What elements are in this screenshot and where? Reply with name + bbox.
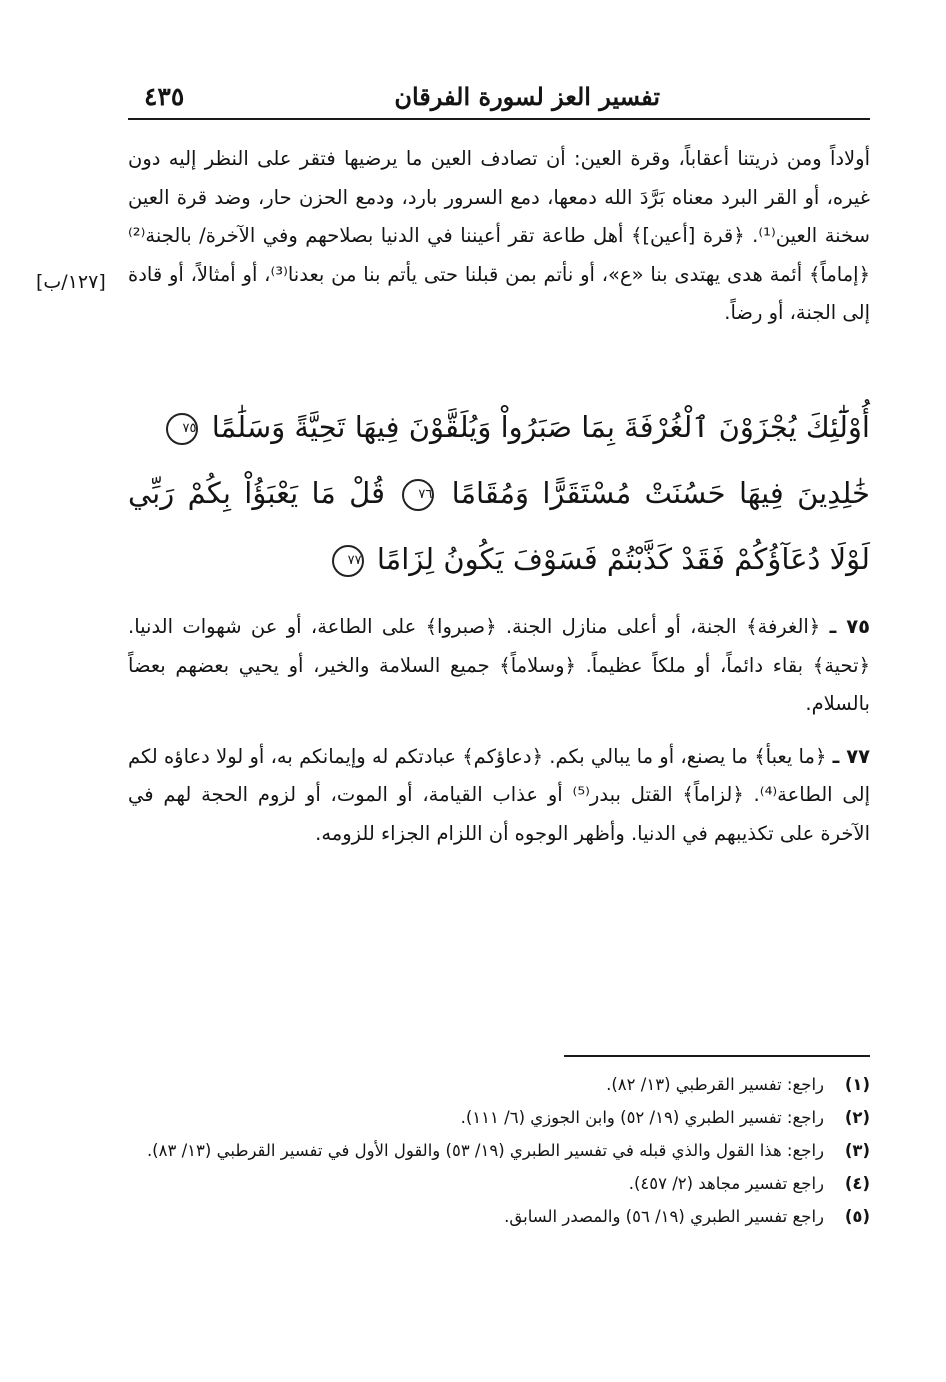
verse-text-75: أُوْلَٰٓئِكَ يُجْزَوْنَ ٱلْغُرْفَةَ بِمَا صَبَرُواْ وَيُلَقَّوْنَ فِيهَا تَحِيَّةً وَسَلَٰمًا (211, 410, 870, 444)
commentary-text: ﴿الغرفة﴾ الجنة، أو أعلى منازل الجنة. ﴿صبروا﴾ على الطاعة، أو عن شهوات الدنيا. ﴿تحية﴾ بقاء دائماً، أو ملكاً عظيماً. ﴿وسلاماً﴾ جميع السلامة والخير، أو يحيي بعضهم بعضاً بالسلام. (128, 615, 870, 715)
page-header (128, 80, 870, 120)
footnote-item (126, 1134, 870, 1167)
footnote-text: راجع تفسير الطبري (١٩/ ٥٦) والمصدر السابق. (504, 1207, 824, 1226)
main-paragraph (128, 140, 870, 333)
footnotes (126, 1068, 870, 1233)
footnote-item (126, 1068, 870, 1101)
page-number: ٤٣٥ (144, 82, 185, 111)
commentary-77 (128, 738, 870, 854)
footnote-number: (٢) (844, 1108, 870, 1127)
ayah-number-75: ٧٥ (166, 413, 198, 445)
verse-line-1 (128, 394, 870, 460)
verse-text-76: خَٰلِدِينَ فِيهَا حَسُنَتْ مُسْتَقَرًّا وَمُقَامًا (451, 476, 870, 510)
footnote-item (126, 1101, 870, 1134)
paragraph-text: أولاداً ومن ذريتنا أعقاباً، وقرة العين: أن تصادف العين ما يرضيها فتقر على النظر إليه دون غيره، أو القر البرد معناه بَرَّدَ الله دمعها، دمع السرور بارد، ودمع الحزن حار، وضد قرة العين سخنة العين⁽¹⁾. ﴿قرة [أعين]﴾ أهل طاعة تقر أعيننا في الدنيا بصلاحهم وفي الآخرة/ بالجنة⁽²⁾ ﴿إماماً﴾ أئمة هدى يهتدى بنا «ع»، أو نأتم بمن قبلنا حتى يأتم بنا من بعدنا⁽³⁾، أو أمثالاً، أو قادة إلى الجنة، أو رضاً. (128, 147, 870, 324)
footnote-text: راجع: هذا القول والذي قبله في تفسير الطبري (١٩/ ٥٣) والقول الأول في تفسير القرطبي (١٣/ ٨٣). (146, 1141, 824, 1160)
footnote-divider (564, 1055, 870, 1057)
footnote-number: (٤) (844, 1174, 870, 1193)
commentary-number: ٧٧ ـ (832, 744, 870, 768)
ayah-number-77: ٧٧ (332, 545, 364, 577)
footnote-item (126, 1200, 870, 1233)
running-title: تفسير العز لسورة الفرقان (394, 82, 660, 111)
commentary-text: ﴿ما يعبأ﴾ ما يصنع، أو ما يبالي بكم. ﴿دعاؤكم﴾ عبادتكم له وإيمانكم به، أو لولا دعاؤه لكم إلى الطاعة⁽⁴⁾. ﴿لزاماً﴾ القتل ببدر⁽⁵⁾ أو عذاب القيامة، أو الموت، أو لزوم الحجة لهم في الآخرة على تكذيبهم في الدنيا. وأظهر الوجوه أن اللزام الجزاء للزومه. (128, 744, 870, 845)
commentary-75 (128, 608, 870, 724)
verse-text-77: قُلْ مَا يَعْبَؤُاْ بِكُمْ رَبِّي لَوْلَا دُعَآؤُكُمْ فَقَدْ كَذَّبْتُمْ فَسَوْفَ يَكُونُ لِزَامًا (128, 476, 870, 576)
ayah-number-76: ٧٦ (402, 479, 434, 511)
footnote-number: (٥) (844, 1207, 870, 1226)
footnote-text: راجع: تفسير الطبري (١٩/ ٥٢) وابن الجوزي (٦/ ١١١). (460, 1108, 824, 1127)
quran-verses (128, 394, 870, 592)
manuscript-folio-ref: [١٢٧/ب] (36, 271, 106, 293)
commentary (128, 608, 870, 867)
footnote-number: (١) (844, 1075, 870, 1094)
commentary-number: ٧٥ ـ (829, 615, 870, 638)
verse-line-2 (128, 460, 870, 592)
footnote-item (126, 1167, 870, 1200)
footnote-text: راجع: تفسير القرطبي (١٣/ ٨٢). (606, 1075, 824, 1094)
footnote-text: راجع تفسير مجاهد (٢/ ٤٥٧). (628, 1174, 824, 1193)
footnote-number: (٣) (844, 1141, 870, 1160)
